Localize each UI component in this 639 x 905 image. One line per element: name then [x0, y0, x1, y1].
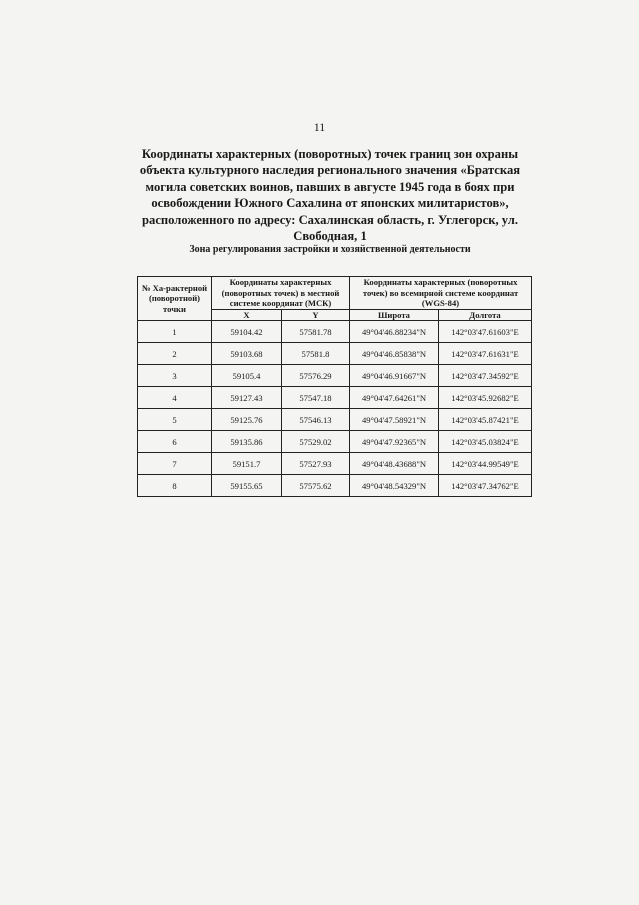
cell-latitude: 49°04'47.92365"N	[350, 431, 439, 453]
cell-longitude: 142°03'47.61603"E	[439, 321, 532, 343]
cell-latitude: 49°04'47.64261"N	[350, 387, 439, 409]
header-point-number: № Ха-рактерной (поворотной) точки	[138, 277, 212, 321]
cell-y: 57575.62	[282, 475, 350, 497]
cell-latitude: 49°04'48.43688"N	[350, 453, 439, 475]
header-msk: Координаты характерных (поворотных точек) в местной системе координат (МСК)	[212, 277, 350, 310]
table-row	[138, 453, 532, 475]
cell-point: 7	[138, 453, 212, 475]
cell-x: 59104.42	[212, 321, 282, 343]
header-longitude: Долгота	[439, 309, 532, 321]
title-line: объекта культурного наследия регионального значения «Братская	[139, 163, 521, 178]
title-line: Свободная, 1	[293, 229, 367, 244]
cell-longitude: 142°03'47.61631"E	[439, 343, 532, 365]
cell-y: 57546.13	[282, 409, 350, 431]
title-line: могила советских воинов, павших в августе 1945 года в боях при	[145, 179, 515, 194]
cell-point: 2	[138, 343, 212, 365]
cell-latitude: 49°04'46.91667"N	[350, 365, 439, 387]
cell-x: 59151.7	[212, 453, 282, 475]
cell-longitude: 142°03'47.34762"E	[439, 475, 532, 497]
cell-point: 5	[138, 409, 212, 431]
cell-longitude: 142°03'44.99549"E	[439, 453, 532, 475]
title-line: освобождении Южного Сахалина от японских милитаристов»,	[151, 196, 509, 211]
cell-y: 57581.78	[282, 321, 350, 343]
cell-latitude: 49°04'46.85838"N	[350, 343, 439, 365]
coordinates-table	[137, 276, 532, 497]
cell-y: 57527.93	[282, 453, 350, 475]
cell-latitude: 49°04'47.58921"N	[350, 409, 439, 431]
cell-longitude: 142°03'45.87421"E	[439, 409, 532, 431]
header-wgs: Координаты характерных (поворотных точек) во всемирной системе координат (WGS-84)	[350, 277, 532, 310]
table-header-row	[138, 277, 532, 310]
cell-point: 8	[138, 475, 212, 497]
cell-y: 57576.29	[282, 365, 350, 387]
table-row	[138, 409, 532, 431]
cell-point: 1	[138, 321, 212, 343]
cell-x: 59103.68	[212, 343, 282, 365]
page-number: 11	[313, 120, 326, 134]
title-line: Координаты характерных (поворотных) точек границ зон охраны	[141, 147, 519, 161]
cell-x: 59125.76	[212, 409, 282, 431]
cell-longitude: 142°03'47.34592"E	[439, 365, 532, 387]
header-x: X	[212, 309, 282, 321]
table-row	[138, 387, 532, 409]
title-line: расположенного по адресу: Сахалинская область, г. Углегорск, ул.	[142, 212, 518, 227]
cell-x: 59155.65	[212, 475, 282, 497]
header-y: Y	[282, 309, 350, 321]
cell-latitude: 49°04'46.88234"N	[350, 321, 439, 343]
cell-y: 57529.02	[282, 431, 350, 453]
cell-y: 57547.18	[282, 387, 350, 409]
table-row	[138, 321, 532, 343]
cell-latitude: 49°04'48.54329"N	[350, 475, 439, 497]
cell-x: 59127.43	[212, 387, 282, 409]
cell-y: 57581.8	[282, 343, 350, 365]
header-latitude: Широта	[350, 309, 439, 321]
table-row	[138, 343, 532, 365]
table-row	[138, 475, 532, 497]
zone-subtitle: Зона регулирования застройки и хозяйственной деятельности	[189, 244, 471, 255]
cell-point: 6	[138, 431, 212, 453]
cell-longitude: 142°03'45.92682"E	[439, 387, 532, 409]
cell-point: 3	[138, 365, 212, 387]
cell-x: 59105.4	[212, 365, 282, 387]
table-row	[138, 365, 532, 387]
cell-point: 4	[138, 387, 212, 409]
table-row	[138, 431, 532, 453]
cell-longitude: 142°03'45.03824"E	[439, 431, 532, 453]
document-title	[130, 146, 530, 244]
cell-x: 59135.86	[212, 431, 282, 453]
